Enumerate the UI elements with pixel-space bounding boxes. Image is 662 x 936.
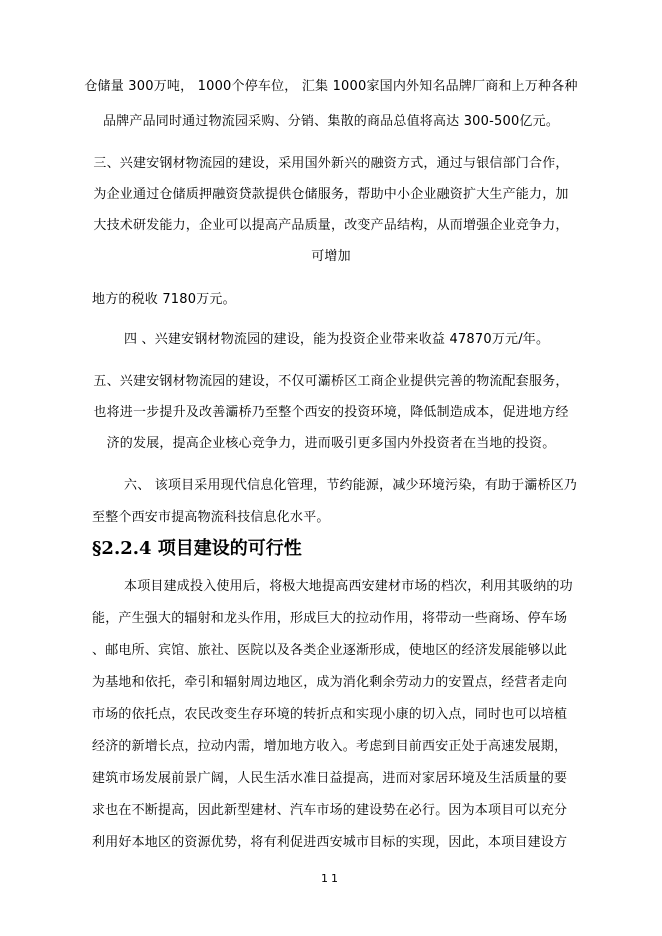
body-line-9: 利用好本地区的资源优势，将有利促进西安城市目标的实现，因此，本项目建设方: [92, 835, 568, 850]
body-line-6: 经济的新增长点，拉动内需，增加地方收入。考虑到目前西安正处于高速发展期，: [92, 739, 568, 754]
body-line-5: 市场的依托点，农民改变生存环境的转折点和实现小康的切入点，同时也可以培植: [92, 707, 568, 722]
paragraph-2-tail: 地方的税收 7180万元。: [92, 292, 236, 307]
paragraph-4-line-2: 也将进一步提升及改善灞桥乃至整个西安的投资环境，降低制造成本，促进地方经: [93, 405, 569, 420]
paragraph-1-line-2: 品牌产品同时通过物流园采购、分销、集散的商品总值将高达 300-500亿元。: [102, 114, 560, 129]
page-number: 11: [321, 872, 341, 885]
body-line-7: 建筑市场发展前景广阔，人民生活水准日益提高，进而对家居环境及生活质量的要: [92, 771, 568, 786]
paragraph-2-line-4: 可增加: [311, 249, 351, 264]
paragraph-4-line-3: 济的发展，提高企业核心竞争力，进而吸引更多国内外投资者在当地的投资。: [106, 436, 556, 451]
paragraph-2-line-3: 大技术研发能力，企业可以提高产品质量，改变产品结构，从而增强企业竞争力，: [93, 218, 569, 233]
paragraph-3: 四 、兴建安钢材物流园的建设，能为投资企业带来收益 47870万元/年。: [124, 332, 550, 347]
section-heading: §2.2.4 项目建设的可行性: [92, 538, 302, 559]
paragraph-5-line-2: 至整个西安市提高物流科技信息化水平。: [92, 510, 330, 525]
body-line-8: 求也在不断提高，因此新型建材、汽车市场的建设势在必行。因为本项目可以充分: [92, 803, 568, 818]
paragraph-5-line-1: 六、 该项目采用现代信息化管理，节约能源，减少环境污染，有助于灞桥区乃: [124, 478, 578, 493]
body-line-2: 能，产生强大的辐射和龙头作用，形成巨大的拉动作用，将带动一些商场、停车场: [92, 611, 568, 626]
paragraph-2-line-2: 为企业通过仓储质押融资贷款提供仓储服务，帮助中小企业融资扩大生产能力，加: [93, 187, 569, 202]
body-line-1: 本项目建成投入使用后，将极大地提高西安建材市场的档次，利用其吸纳的功: [124, 579, 573, 594]
body-line-4: 为基地和依托，牵引和辐射周边地区，成为消化剩余劳动力的安置点，经营者走向: [92, 675, 568, 690]
paragraph-2-line-1: 三、兴建安钢材物流园的建设，采用国外新兴的融资方式，通过与银信部门合作，: [93, 156, 569, 171]
paragraph-4-line-1: 五、兴建安钢材物流园的建设，不仅可灞桥区工商企业提供完善的物流配套服务，: [93, 374, 569, 389]
paragraph-1-line-1: 仓储量 300万吨， 1000个停车位， 汇集 1000家国内外知名品牌厂商和上万种各种: [84, 79, 578, 94]
body-line-3: 、邮电所、宾馆、旅社、医院以及各类企业逐渐形成，使地区的经济发展能够以此: [92, 643, 568, 658]
